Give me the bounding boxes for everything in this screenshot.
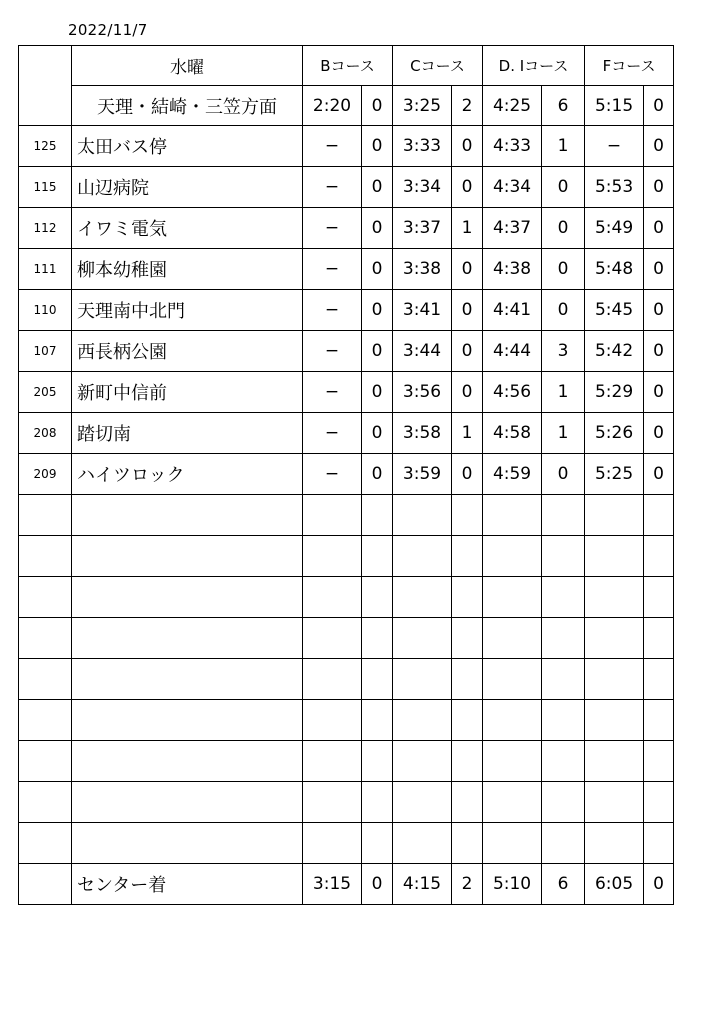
empty-cell (303, 823, 362, 864)
stop-time: 4:41 (483, 290, 542, 331)
empty-cell (483, 536, 542, 577)
stop-count: 0 (362, 126, 393, 167)
empty-cell (19, 823, 72, 864)
empty-cell (303, 700, 362, 741)
empty-cell (362, 741, 393, 782)
stop-number: 107 (19, 331, 72, 372)
arrival-time: 3:15 (303, 864, 362, 905)
empty-cell (362, 823, 393, 864)
empty-cell (585, 782, 644, 823)
empty-row (19, 577, 674, 618)
empty-row (19, 495, 674, 536)
stop-count: 0 (542, 208, 585, 249)
stop-count: 0 (644, 454, 674, 495)
empty-cell (585, 700, 644, 741)
empty-cell (644, 659, 674, 700)
stop-count: 0 (362, 331, 393, 372)
empty-cell (542, 495, 585, 536)
stop-count: 0 (452, 290, 483, 331)
empty-cell (483, 741, 542, 782)
stop-row (19, 249, 674, 290)
arrival-label: センター着 (72, 864, 303, 905)
stop-count: 0 (452, 249, 483, 290)
empty-cell (452, 741, 483, 782)
course-label: D. Iコース (483, 46, 585, 86)
empty-cell (542, 659, 585, 700)
empty-cell (19, 577, 72, 618)
stop-time: 5:26 (585, 413, 644, 454)
stop-number: 208 (19, 413, 72, 454)
empty-cell (483, 700, 542, 741)
empty-cell (72, 741, 303, 782)
stop-time: 3:44 (393, 331, 452, 372)
stop-count: 0 (542, 290, 585, 331)
empty-cell (362, 536, 393, 577)
stop-time: − (303, 167, 362, 208)
arrival-row (19, 864, 674, 905)
empty-cell (393, 577, 452, 618)
empty-cell (362, 577, 393, 618)
stop-count: 0 (452, 167, 483, 208)
empty-row (19, 782, 674, 823)
arrival-count: 6 (542, 864, 585, 905)
empty-cell (542, 782, 585, 823)
empty-cell (393, 782, 452, 823)
stop-time: 3:37 (393, 208, 452, 249)
course-header-row (19, 46, 674, 86)
stop-time: 5:53 (585, 167, 644, 208)
stop-count: 0 (362, 372, 393, 413)
empty-cell (483, 577, 542, 618)
empty-cell (72, 536, 303, 577)
stop-count: 0 (644, 331, 674, 372)
empty-cell (393, 741, 452, 782)
stop-name: 踏切南 (72, 413, 303, 454)
empty-cell (644, 700, 674, 741)
stop-name: 天理南中北門 (72, 290, 303, 331)
stop-row (19, 331, 674, 372)
stop-time: 4:44 (483, 331, 542, 372)
empty-cell (644, 618, 674, 659)
stop-time: − (303, 372, 362, 413)
stop-name: 新町中信前 (72, 372, 303, 413)
empty-cell (72, 700, 303, 741)
passenger-count: 2 (452, 86, 483, 126)
stop-time: − (303, 126, 362, 167)
departure-time: 5:15 (585, 86, 644, 126)
stop-name: ハイツロック (72, 454, 303, 495)
empty-row (19, 741, 674, 782)
stop-time: 5:49 (585, 208, 644, 249)
empty-cell (303, 782, 362, 823)
stop-time: 3:59 (393, 454, 452, 495)
stop-count: 0 (362, 454, 393, 495)
empty-cell (644, 577, 674, 618)
stop-time: 5:25 (585, 454, 644, 495)
empty-cell (585, 618, 644, 659)
empty-cell (72, 782, 303, 823)
stop-time: 4:56 (483, 372, 542, 413)
empty-cell (452, 536, 483, 577)
stop-time: 5:48 (585, 249, 644, 290)
passenger-count: 0 (362, 86, 393, 126)
stop-count: 3 (542, 331, 585, 372)
stop-count: 0 (542, 167, 585, 208)
empty-cell (452, 782, 483, 823)
empty-row (19, 659, 674, 700)
departure-time: 4:25 (483, 86, 542, 126)
course-label: Bコース (303, 46, 393, 86)
empty-cell (303, 536, 362, 577)
stop-count: 0 (452, 372, 483, 413)
stop-number: 205 (19, 372, 72, 413)
departure-row (19, 86, 674, 126)
empty-cell (585, 823, 644, 864)
stop-name: 山辺病院 (72, 167, 303, 208)
stop-time: 4:38 (483, 249, 542, 290)
arrival-count: 0 (362, 864, 393, 905)
stop-row (19, 290, 674, 331)
empty-cell (585, 536, 644, 577)
stop-number: 110 (19, 290, 72, 331)
empty-cell (362, 618, 393, 659)
stop-count: 1 (542, 372, 585, 413)
departure-time: 3:25 (393, 86, 452, 126)
stop-time: 3:41 (393, 290, 452, 331)
empty-cell (303, 618, 362, 659)
stop-time: 4:37 (483, 208, 542, 249)
empty-cell (19, 618, 72, 659)
stop-time: 4:33 (483, 126, 542, 167)
empty-cell (542, 577, 585, 618)
stop-time: − (303, 331, 362, 372)
stop-count: 1 (542, 126, 585, 167)
empty-cell (644, 536, 674, 577)
empty-cell (452, 823, 483, 864)
stop-row (19, 208, 674, 249)
empty-cell (362, 659, 393, 700)
direction-label: 天理・結崎・三笠方面 (72, 86, 303, 126)
empty-cell (19, 536, 72, 577)
stop-count: 0 (644, 126, 674, 167)
stop-time: 3:58 (393, 413, 452, 454)
arrival-time: 4:15 (393, 864, 452, 905)
stop-count: 1 (542, 413, 585, 454)
stop-number: 112 (19, 208, 72, 249)
empty-cell (483, 823, 542, 864)
stop-row (19, 454, 674, 495)
stop-name: 西長柄公園 (72, 331, 303, 372)
empty-cell (19, 741, 72, 782)
stop-time: 4:34 (483, 167, 542, 208)
stop-count: 0 (362, 167, 393, 208)
stop-row (19, 372, 674, 413)
empty-cell (362, 495, 393, 536)
empty-cell (585, 659, 644, 700)
empty-cell (303, 495, 362, 536)
empty-row (19, 536, 674, 577)
empty-row (19, 618, 674, 659)
stop-count: 0 (362, 249, 393, 290)
stop-name: イワミ電気 (72, 208, 303, 249)
course-label: Cコース (393, 46, 483, 86)
empty-cell (585, 577, 644, 618)
stop-number: 115 (19, 167, 72, 208)
empty-cell (393, 495, 452, 536)
stop-count: 0 (452, 126, 483, 167)
empty-cell (452, 618, 483, 659)
stop-count: 0 (542, 249, 585, 290)
empty-row (19, 823, 674, 864)
arrival-count: 0 (644, 864, 674, 905)
stop-count: 0 (452, 454, 483, 495)
empty-cell (542, 741, 585, 782)
document-date: 2022/11/7 (68, 21, 148, 39)
stop-time: − (303, 454, 362, 495)
empty-cell (585, 495, 644, 536)
stop-number: 125 (19, 126, 72, 167)
empty-cell (393, 536, 452, 577)
empty-cell (393, 659, 452, 700)
passenger-count: 0 (644, 86, 674, 126)
stop-time: 4:58 (483, 413, 542, 454)
stop-count: 1 (452, 208, 483, 249)
empty-cell (483, 782, 542, 823)
empty-cell (452, 659, 483, 700)
stop-count: 0 (644, 249, 674, 290)
day-label: 水曜 (72, 46, 303, 86)
stop-time: − (303, 208, 362, 249)
stop-number: 209 (19, 454, 72, 495)
stop-count: 0 (644, 413, 674, 454)
empty-cell (362, 782, 393, 823)
empty-cell (393, 618, 452, 659)
empty-cell (303, 741, 362, 782)
arrival-time: 5:10 (483, 864, 542, 905)
empty-cell (362, 700, 393, 741)
stop-time: − (303, 413, 362, 454)
stop-count: 0 (452, 331, 483, 372)
stop-time: − (303, 249, 362, 290)
empty-cell (72, 823, 303, 864)
stop-count: 0 (362, 208, 393, 249)
empty-cell (644, 741, 674, 782)
stop-row (19, 167, 674, 208)
stop-time: 3:34 (393, 167, 452, 208)
empty-cell (542, 618, 585, 659)
stop-time: − (303, 290, 362, 331)
stop-time: 5:29 (585, 372, 644, 413)
stop-count: 0 (362, 290, 393, 331)
stop-time: 3:33 (393, 126, 452, 167)
empty-cell (393, 700, 452, 741)
empty-row (19, 700, 674, 741)
empty-cell (19, 495, 72, 536)
empty-cell (542, 823, 585, 864)
stop-count: 0 (644, 372, 674, 413)
empty-cell (542, 536, 585, 577)
arrival-count: 2 (452, 864, 483, 905)
empty-cell (19, 659, 72, 700)
empty-cell (303, 659, 362, 700)
stop-count: 0 (644, 290, 674, 331)
empty-cell (483, 495, 542, 536)
stop-number: 111 (19, 249, 72, 290)
empty-cell (542, 700, 585, 741)
empty-cell (72, 618, 303, 659)
empty-cell (72, 659, 303, 700)
empty-cell (483, 659, 542, 700)
empty-cell (393, 823, 452, 864)
empty-cell (585, 741, 644, 782)
corner-cell (19, 46, 72, 126)
empty-cell (19, 700, 72, 741)
stop-count: 0 (542, 454, 585, 495)
stop-time: 5:45 (585, 290, 644, 331)
stop-time: − (585, 126, 644, 167)
empty-cell (644, 782, 674, 823)
stop-row (19, 413, 674, 454)
empty-cell (644, 823, 674, 864)
empty-cell (72, 495, 303, 536)
empty-cell (452, 495, 483, 536)
empty-cell (19, 782, 72, 823)
arrival-time: 6:05 (585, 864, 644, 905)
stop-count: 0 (644, 208, 674, 249)
empty-cell (483, 618, 542, 659)
bus-schedule-table (18, 45, 674, 905)
stop-count: 0 (362, 413, 393, 454)
empty-cell (644, 495, 674, 536)
empty-cell (72, 577, 303, 618)
stop-name: 柳本幼稚園 (72, 249, 303, 290)
course-label: Fコース (585, 46, 674, 86)
stop-time: 3:38 (393, 249, 452, 290)
stop-row (19, 126, 674, 167)
empty-cell (452, 577, 483, 618)
passenger-count: 6 (542, 86, 585, 126)
stop-time: 3:56 (393, 372, 452, 413)
departure-time: 2:20 (303, 86, 362, 126)
empty-cell (303, 577, 362, 618)
empty-cell (452, 700, 483, 741)
stop-count: 1 (452, 413, 483, 454)
stop-time: 5:42 (585, 331, 644, 372)
stop-time: 4:59 (483, 454, 542, 495)
arrival-corner-cell (19, 864, 72, 905)
stop-name: 太田バス停 (72, 126, 303, 167)
stop-count: 0 (644, 167, 674, 208)
